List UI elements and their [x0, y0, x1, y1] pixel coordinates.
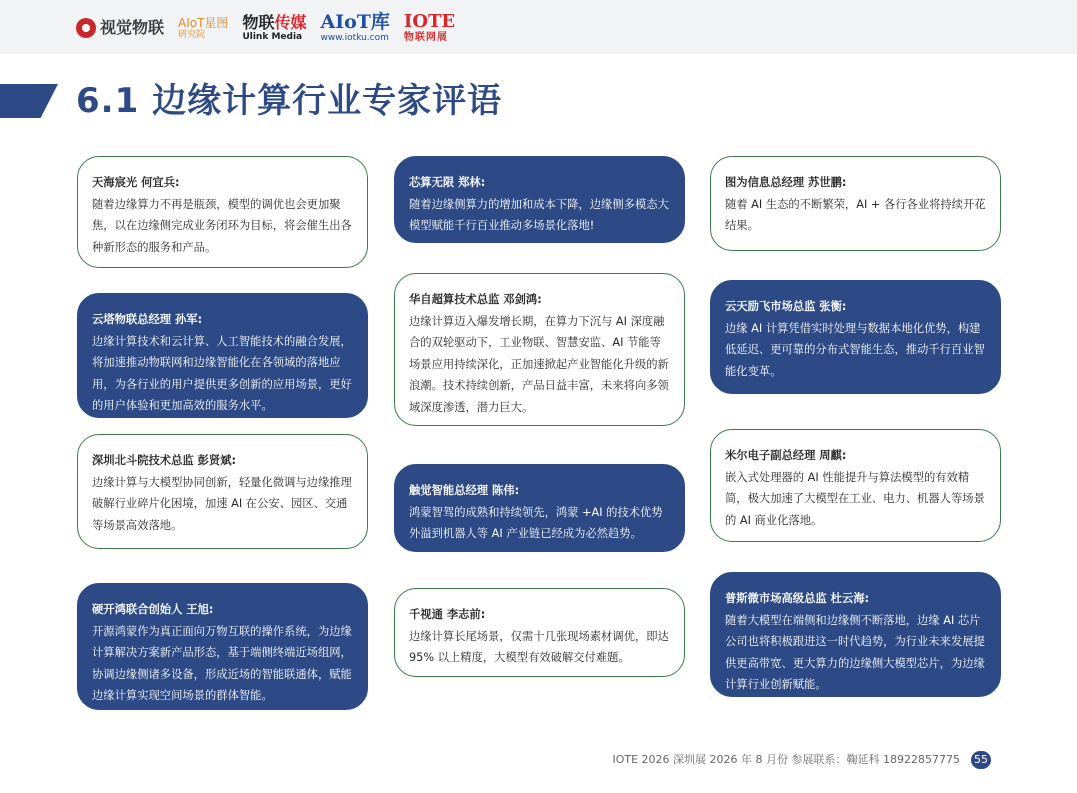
expert-quote: 边缘 AI 计算凭借实时处理与数据本地化优势，构建低延迟、更可靠的分布式智能生态，推动千行百业智能化变革。	[725, 321, 985, 378]
expert-quote: 边缘计算迈入爆发增长期，在算力下沉与 AI 深度融合的双轮驱动下，工业物联、智慧安监、AI 节能等场景应用持续深化，正加速掀起产业智能化升级的新浪潮。技术持续创新，产品日益丰富，未来将向多领域深度渗透，潜力巨大。	[409, 314, 669, 414]
expert-name: 米尔电子副总经理 周麒:	[725, 449, 847, 462]
expert-name: 触觉智能总经理 陈伟:	[409, 484, 520, 497]
expert-card-zhang-heng	[710, 280, 1001, 394]
expert-quote: 嵌入式处理器的 AI 性能提升与算法模型的有效精简，极大加速了大模型在工业、电力、机器人等场景的 AI 商业化落地。	[725, 470, 985, 527]
title-accent-bar	[0, 84, 58, 118]
expert-card-peng-xianbin	[77, 434, 368, 549]
expert-quote: 鸿蒙智驾的成熟和持续领先，鸿蒙 +AI 的技术优势外溢到机器人等 AI 产业链已经成为必然趋势。	[409, 505, 663, 540]
shijue-logo-icon	[76, 18, 96, 38]
expert-name: 华自超算技术总监 邓剑鸿:	[409, 293, 542, 306]
expert-name: 深圳北斗院技术总监 彭贤斌:	[92, 454, 237, 467]
expert-name: 图为信息总经理 苏世鹏:	[725, 176, 847, 189]
expert-quote: 边缘计算技术和云计算、人工智能技术的融合发展，将加速推动物联网和边缘智能化在各领域的落地应用，为各行业的用户提供更多创新的应用场景，更好的用户体验和更加高效的服务水平。	[92, 334, 352, 412]
expert-card-zheng-lin	[394, 156, 685, 243]
expert-card-chen-wei	[394, 464, 685, 552]
logo-aiotku[interactable]: AIoT库 www.iotku.com	[320, 11, 390, 43]
expert-card-he-yibing	[77, 156, 368, 268]
expert-card-deng-jianhong	[394, 273, 685, 426]
expert-quote: 边缘计算与大模型协同创新，轻量化微调与边缘推理破解行业碎片化困境，加速 AI 在公安、园区、交通等场景高效落地。	[92, 475, 352, 532]
expert-card-zhou-qi	[710, 429, 1001, 542]
logo-iote[interactable]: IOTE 物联网展	[403, 11, 456, 43]
expert-quote: 边缘计算长尾场景，仅需十几张现场素材调优，即达 95% 以上精度，大模型有效破解交付难题。	[409, 629, 669, 664]
expert-name: 云塔物联总经理 孙军:	[92, 313, 203, 326]
expert-name: 普斯微市场高级总监 杜云海:	[725, 592, 870, 605]
expert-card-sun-jun	[77, 293, 368, 418]
expert-quote: 随着大模型在端侧和边缘侧不断落地，边缘 AI 芯片公司也将积极跟进这一时代趋势，为行业未来发展提供更高带宽、更大算力的边缘侧大模型芯片，为边缘计算行业创新赋能。	[725, 613, 985, 691]
expert-quote: 随着边缘算力不再是瓶颈，模型的调优也会更加聚焦，以在边缘侧完成业务闭环为目标，将会催生出各种新形态的服务和产品。	[92, 197, 352, 254]
page-number: 55	[971, 751, 991, 769]
expert-name: 硬开鸿联合创始人 王旭:	[92, 603, 214, 616]
logo-wulian-chuanmei[interactable]: 物联传媒 Ulink Media	[242, 12, 307, 42]
logo-aiot-xingtu[interactable]: AIoT星图 研究院	[178, 15, 229, 40]
expert-name: 千视通 李志前:	[409, 608, 486, 621]
expert-name: 芯算无限 郑林:	[409, 176, 486, 189]
header-bar	[0, 0, 1077, 54]
expert-card-su-shipeng	[710, 156, 1001, 251]
footer-contact: IOTE 2026 深圳展 2026 年 8 月份 参展联系：鞠延科 18922857775	[612, 753, 960, 766]
expert-quote: 开源鸿蒙作为真正面向万物互联的操作系统，为边缘计算解决方案新产品形态，基于端侧终端近场组网，协调边缘侧诸多设备，形成近场的智能联通体，赋能边缘计算实现空间场景的群体智能。	[92, 624, 352, 702]
expert-name: 天海宸光 何宜兵:	[92, 176, 180, 189]
page-title: 6.1 边缘计算行业专家评语	[76, 81, 503, 121]
expert-quote: 随着边缘侧算力的增加和成本下降，边缘侧多模态大模型赋能千行百业推动多场景化落地!	[409, 197, 669, 232]
sponsor-logos	[76, 8, 455, 48]
expert-card-wang-xu	[77, 583, 368, 710]
expert-card-li-zhiqian	[394, 588, 685, 677]
expert-quote: 随着 AI 生态的不断繁荣，AI + 各行各业将持续开花结果。	[725, 197, 986, 232]
expert-card-du-yunhai	[710, 572, 1001, 697]
expert-name: 云天励飞市场总监 张衡:	[725, 300, 847, 313]
logo-shijue-wulian[interactable]: 视觉物联	[76, 18, 164, 38]
